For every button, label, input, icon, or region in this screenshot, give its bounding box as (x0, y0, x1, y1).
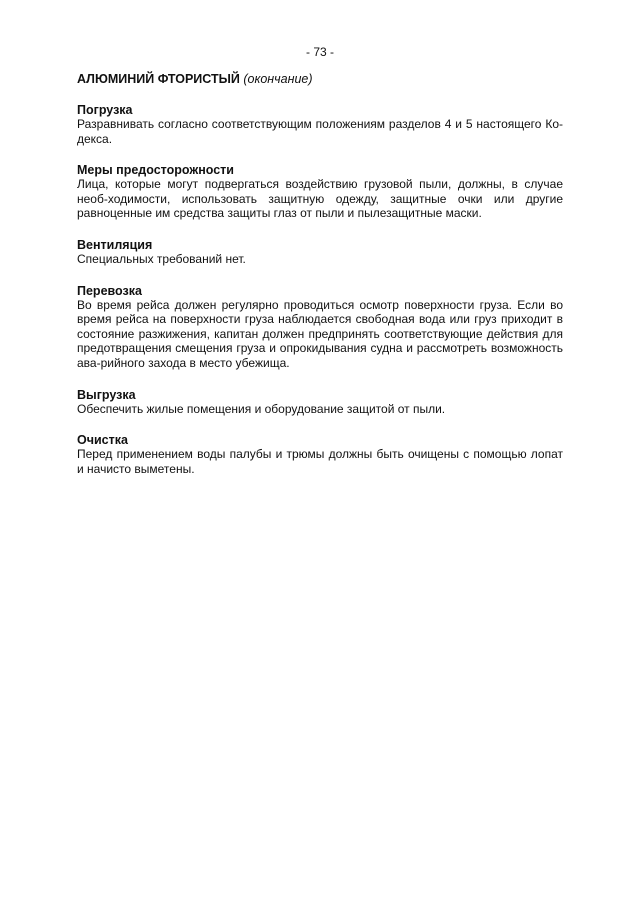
section-heading: Вентиляция (77, 237, 153, 252)
section-text: Специальных требований нет. (77, 251, 246, 266)
section-heading: Меры предосторожности (77, 163, 234, 178)
section-text: Разравнивать согласно соответствующим положениям разделов 4 и 5 настоящего Ко-декса. (77, 117, 563, 146)
section-heading: Перевозка (77, 283, 142, 298)
section-heading: Выгрузка (77, 387, 136, 402)
section-loading (77, 103, 563, 146)
document-title-sub: (окончание) (243, 72, 313, 86)
section-text: Лица, которые могут подвергаться воздействию грузовой пыли, должны, в случае необ-ходимости, использовать защитную одежду, защитные очки или другие равноценные им средства защиты глаз от пыли и пылезащитные маски. (77, 177, 563, 221)
document-title-main: АЛЮМИНИЙ ФТОРИСТЫЙ (77, 72, 240, 86)
section-ventilation (77, 238, 563, 267)
section-heading: Очистка (77, 433, 128, 448)
section-clean-up (77, 433, 563, 476)
section-text: Во время рейса должен регулярно проводиться осмотр поверхности груза. Если во время рейса на поверхности груза наблюдается свободная вода или груз приходит в состояние разжижения, капитан должен предпринять соответствующие действия для предотвращения смещения груза и опрокидывания судна и рассмотреть возможность ава-рийного захода в место убежища. (77, 297, 563, 370)
section-text: Обеспечить жилые помещения и оборудование защитой от пыли. (77, 401, 446, 416)
section-text: Перед применением воды палубы и трюмы должны быть очищены с помощью лопат и начисто выметены. (77, 447, 563, 476)
document-title (77, 72, 563, 87)
section-heading: Погрузка (77, 103, 133, 117)
section-precautions (77, 163, 563, 221)
section-discharge (77, 388, 563, 417)
page-number: - 73 - (305, 45, 334, 59)
document-body (77, 72, 563, 493)
section-carriage (77, 284, 563, 371)
